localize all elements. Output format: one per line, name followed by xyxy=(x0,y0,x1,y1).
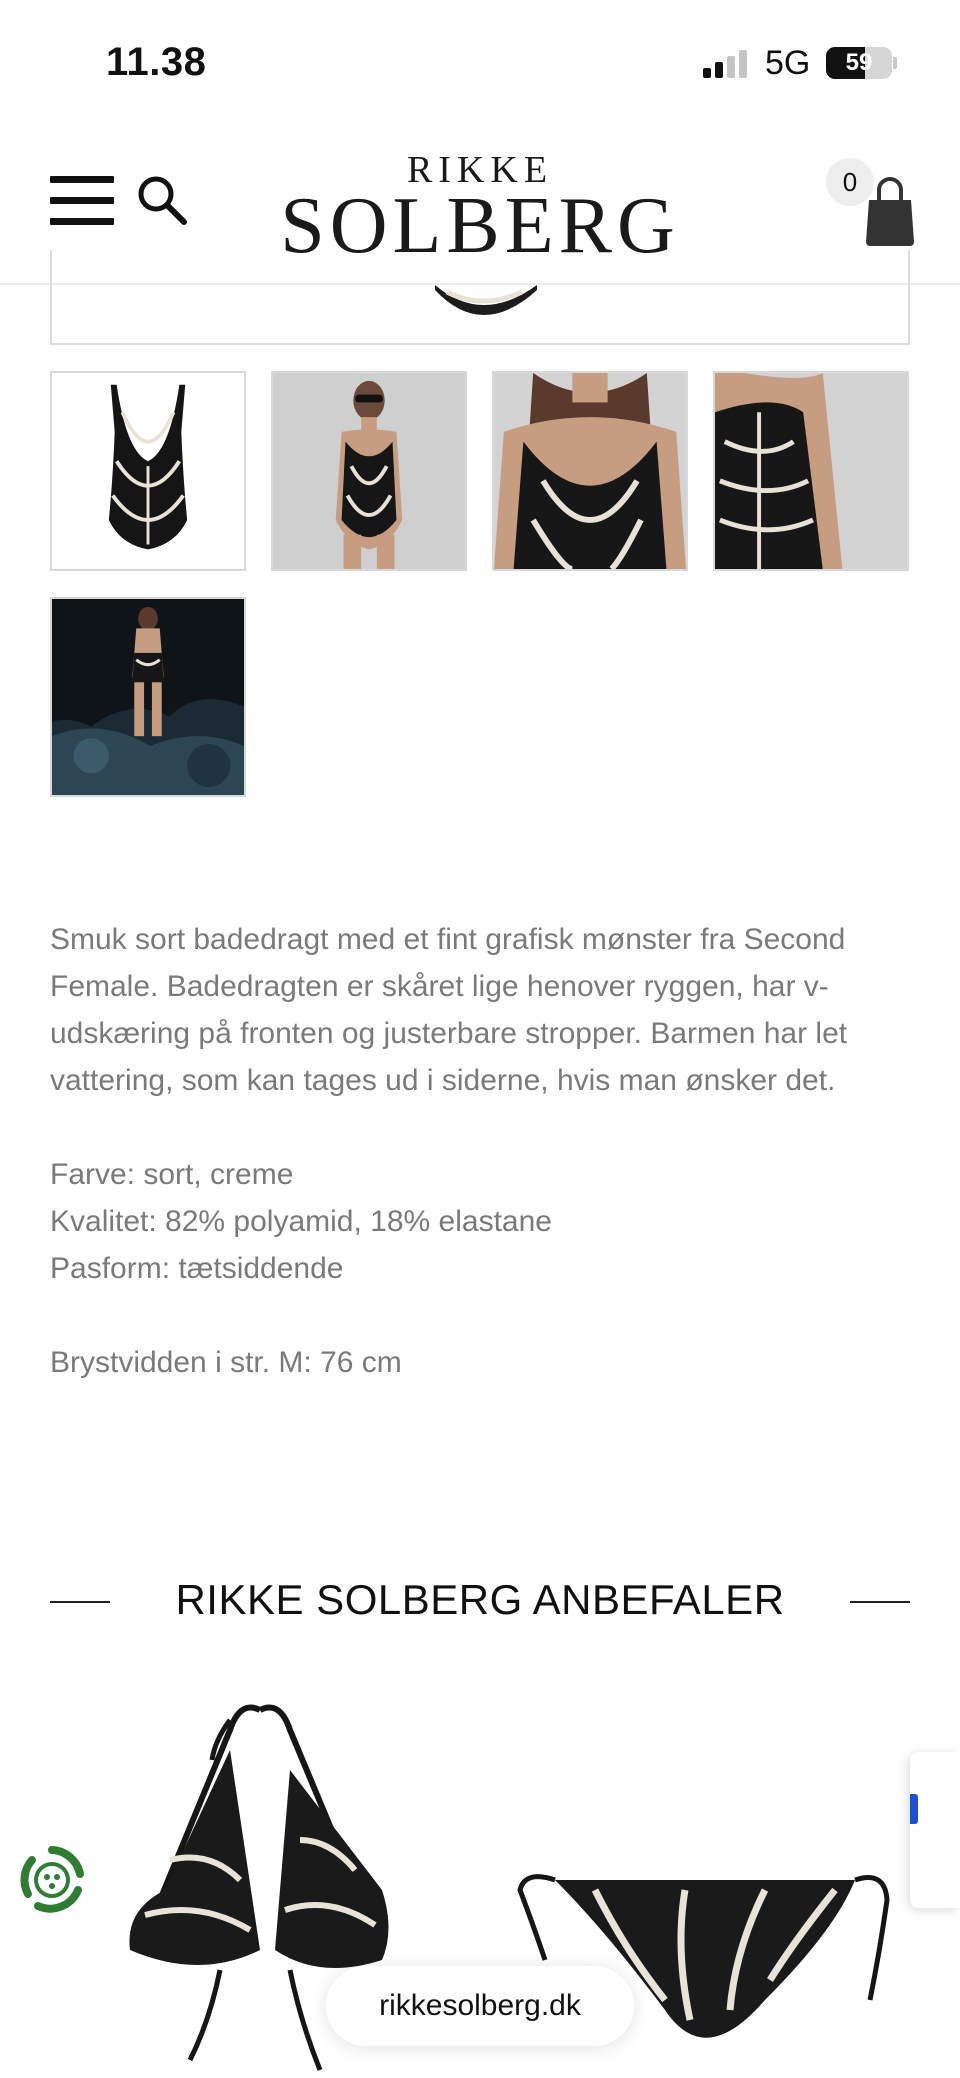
eco-badge-icon[interactable] xyxy=(16,1844,88,1916)
spec-fit: Pasform: tætsiddende xyxy=(50,1252,344,1285)
status-time: 11.38 xyxy=(106,40,207,84)
network-label: 5G xyxy=(765,44,811,82)
battery-icon xyxy=(826,47,892,79)
cart-count-badge: 0 xyxy=(826,158,874,206)
model-beach-back-image xyxy=(52,599,244,795)
logo-top-text: RIKKE xyxy=(406,149,554,191)
recommendations-heading xyxy=(50,1575,910,1625)
menu-icon[interactable] xyxy=(50,176,114,226)
model-side-image xyxy=(715,373,907,569)
search-icon[interactable] xyxy=(136,174,188,226)
model-front-image xyxy=(273,373,465,569)
battery-level: 59 xyxy=(845,49,873,76)
thumbnail-4[interactable] xyxy=(713,371,909,571)
thumbnail-3[interactable] xyxy=(492,371,688,571)
recommendations-title: RIKKE SOLBERG ANBEFALER xyxy=(175,1576,785,1623)
product-description xyxy=(50,916,910,1386)
model-closeup-image xyxy=(494,373,686,569)
spec-quality: Kvalitet: 82% polyamid, 18% elastane xyxy=(50,1205,552,1238)
logo-main-text: SOLBERG xyxy=(280,182,680,270)
spec-list xyxy=(50,1151,910,1292)
description-paragraph: Smuk sort badedragt med et fint grafisk mønster fra Second Female. Badedragten er skåret lige henover ryggen, har v-udskæring på fronten og justerbare stropper. Barmen har let vattering, som kan tages ud i siderne, hvis man ønsker det. xyxy=(50,923,848,1097)
battery-cap xyxy=(893,57,897,69)
side-widget-tab[interactable] xyxy=(910,1752,960,1908)
signal-icon xyxy=(703,48,751,78)
status-bar xyxy=(0,0,960,130)
spec-measure: Brystvidden i str. M: 76 cm xyxy=(50,1346,402,1379)
swimsuit-product-image xyxy=(52,373,244,569)
spec-color: Farve: sort, creme xyxy=(50,1158,294,1191)
shopping-bag-icon xyxy=(864,170,916,250)
thumbnail-2[interactable] xyxy=(271,371,467,571)
heading-divider-right xyxy=(850,1601,910,1603)
thumbnail-5[interactable] xyxy=(50,597,246,797)
main-product-image[interactable] xyxy=(50,250,910,345)
browser-url-bar[interactable]: rikkesolberg.dk xyxy=(326,1966,634,2046)
thumbnail-1[interactable] xyxy=(50,371,246,571)
